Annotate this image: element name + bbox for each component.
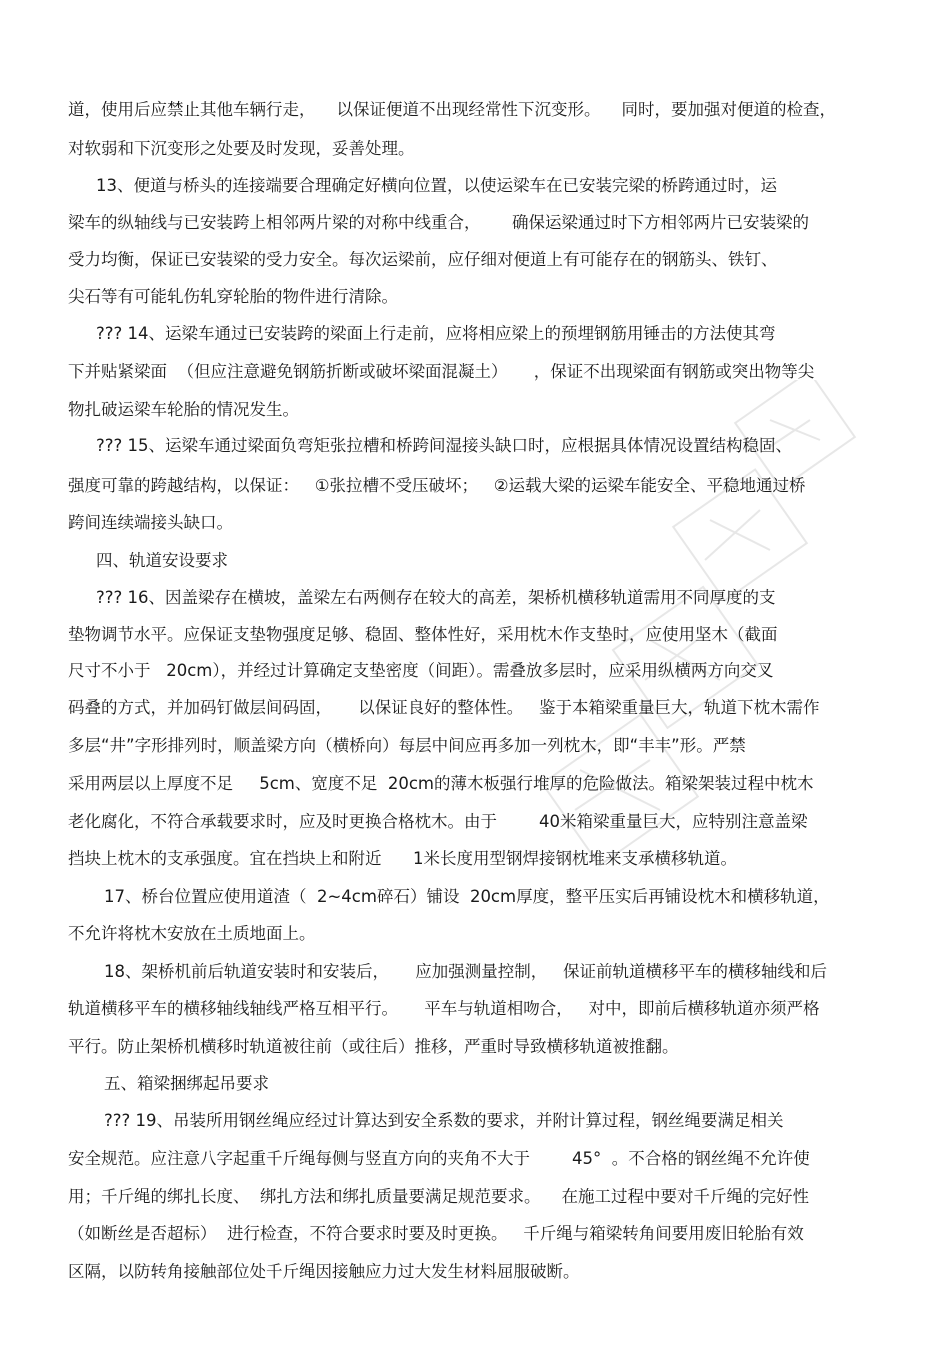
watermark xyxy=(520,380,900,920)
section-heading: 五、箱梁捆绑起吊要求 xyxy=(104,1074,269,1093)
text-line: ??? 19、吊装所用钢丝绳应经过计算达到安全系数的要求，并附计算过程，钢丝绳要满足相关 xyxy=(104,1111,784,1130)
text-line: 对软弱和下沉变形之处要及时发现，妥善处理。 xyxy=(68,139,415,158)
text-line: 垫物调节水平。应保证支垫物强度足够、稳固、整体性好，采用枕木作支垫时，应使用坚木（截面 xyxy=(68,625,778,644)
text-line: 平行。防止架桥机横移时轨道被往前（或往后）推移，严重时导致横移轨道被推翻。 xyxy=(68,1037,679,1056)
text-line: 跨间连续端接头缺口。 xyxy=(68,513,233,532)
text-line: 码叠的方式，并加码钉做层间码固， 以保证良好的整体性。 鉴于本箱梁重量巨大，轨道下枕木需作 xyxy=(68,698,820,717)
text-line: 用；千斤绳的绑扎长度、 绑扎方法和绑扎质量要满足规范要求。 在施工过程中要对千斤绳的完好性 xyxy=(68,1187,809,1206)
text-line: 强度可靠的跨越结构，以保证： ①张拉槽不受压破坏； ②运载大梁的运梁车能安全、平稳地通过桥 xyxy=(68,476,806,495)
text-line: 17、桥台位置应使用道渣（ 2~4cm碎石）铺设 20cm厚度，整平压实后再铺设枕木和横移轨道， xyxy=(104,887,830,906)
text-line: 采用两层以上厚度不足 5cm、宽度不足 20cm的薄木板强行堆厚的危险做法。箱梁架装过程中枕木 xyxy=(68,774,814,793)
text-line: 尺寸不小于 20cm），并经过计算确定支垫密度（间距）。需叠放多层时，应采用纵横两方向交叉 xyxy=(68,661,774,680)
text-line: 下并贴紧梁面 （但应注意避免钢筋折断或破坏梁面混凝土） ，保证不出现梁面有钢筋或突出物等尖 xyxy=(68,362,815,381)
text-line: ??? 15、运梁车通过梁面负弯矩张拉槽和桥跨间湿接头缺口时，应根据具体情况设置结构稳固、 xyxy=(96,436,793,455)
text-line: ??? 14、运梁车通过已安装跨的梁面上行走前，应将相应梁上的预埋钢筋用锤击的方法使其弯 xyxy=(96,324,776,343)
text-line: （如断丝是否超标） 进行检查，不符合要求时要及时更换。 千斤绳与箱梁转角间要用废旧轮胎有效 xyxy=(68,1224,804,1243)
text-line: 梁车的纵轴线与已安装跨上相邻两片梁的对称中线重合， 确保运梁通过时下方相邻两片已安装梁的 xyxy=(68,213,809,232)
text-line: 区隔，以防转角接触部位处千斤绳因接触应力过大发生材料屈服破断。 xyxy=(68,1262,580,1281)
text-line: 安全规范。应注意八字起重千斤绳每侧与竖直方向的夹角不大于 45° 。不合格的钢丝绳不允许使 xyxy=(68,1149,810,1168)
text-line: 道，使用后应禁止其他车辆行走， 以保证便道不出现经常性下沉变形。 同时，要加强对便道的检查， xyxy=(68,100,836,119)
text-line: 物扎破运梁车轮胎的情况发生。 xyxy=(68,400,299,419)
text-line: 尖石等有可能轧伤轧穿轮胎的物件进行清除。 xyxy=(68,287,398,306)
text-line: 轨道横移平车的横移轴线轴线严格互相平行。 平车与轨道相吻合， 对中，即前后横移轨道亦须严格 xyxy=(68,999,820,1018)
text-line: 挡块上枕木的支承强度。宜在挡块上和附近 1米长度用型钢焊接钢枕堆来支承横移轨道。 xyxy=(68,849,737,868)
text-line: 老化腐化，不符合承载要求时，应及时更换合格枕木。由于 40米箱梁重量巨大，应特别注意盖梁 xyxy=(68,812,808,831)
text-line: 不允许将枕木安放在土质地面上。 xyxy=(68,924,316,943)
text-line: 13、便道与桥头的连接端要合理确定好横向位置，以使运梁车在已安装完梁的桥跨通过时，运 xyxy=(96,176,777,195)
text-line: ??? 16、因盖梁存在横坡，盖梁左右两侧存在较大的高差，架桥机横移轨道需用不同厚度的支 xyxy=(96,588,776,607)
text-line: 多层“井”字形排列时，顺盖梁方向（横桥向）每层中间应再多加一列枕木，即“丰丰”形。严禁 xyxy=(68,736,746,755)
section-heading: 四、轨道安设要求 xyxy=(96,551,228,570)
text-line: 18、架桥机前后轨道安装时和安装后， 应加强测量控制， 保证前轨道横移平车的横移轴线和后 xyxy=(104,962,827,981)
text-line: 受力均衡，保证已安装梁的受力安全。每次运梁前，应仔细对便道上有可能存在的钢筋头、铁钉、 xyxy=(68,250,778,269)
